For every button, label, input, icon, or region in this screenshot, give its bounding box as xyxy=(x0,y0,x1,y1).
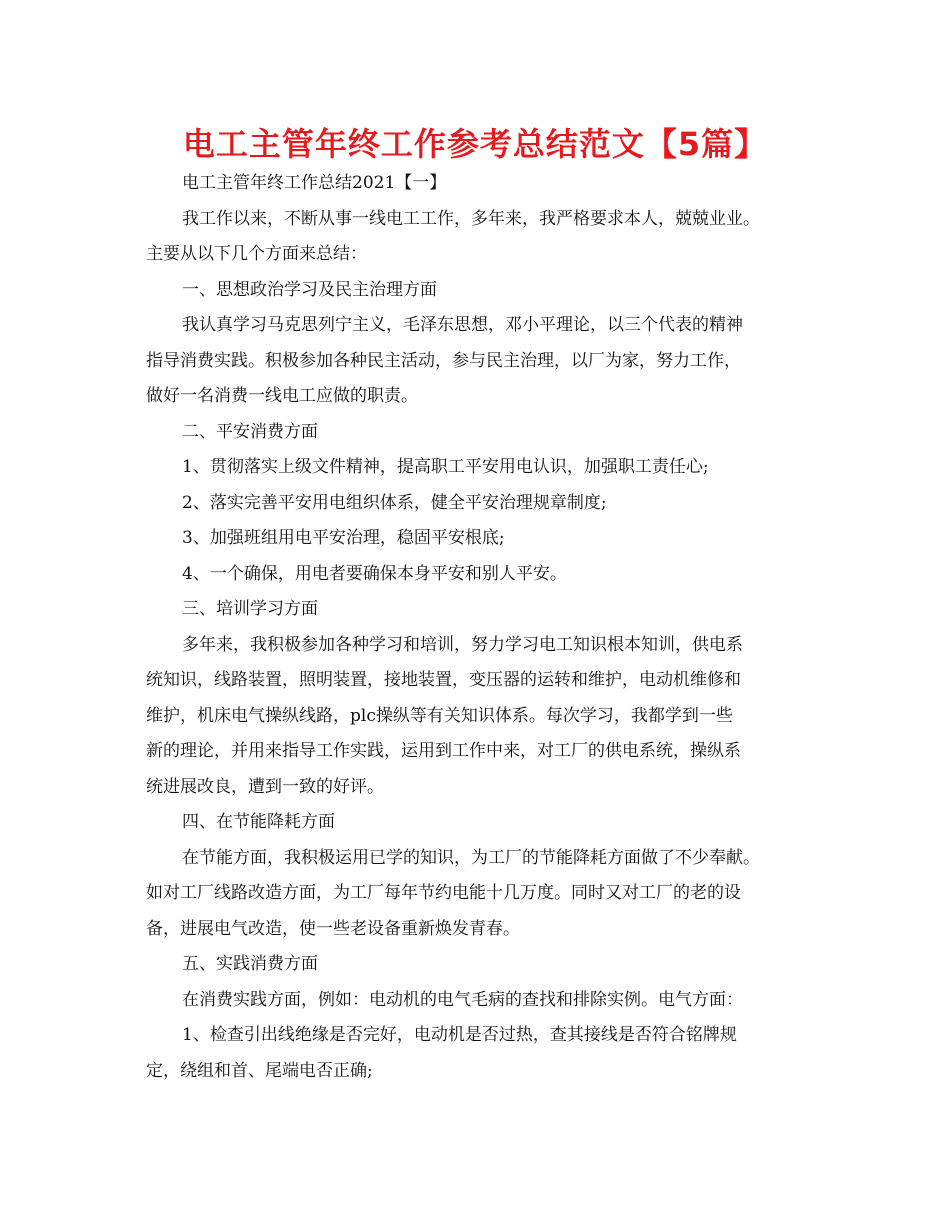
text-line: 维护，机床电气操纵线路，plc操纵等有关知识体系。每次学习，我都学到一些 xyxy=(146,705,733,726)
text-line: 我认真学习马克思列宁主义，毛泽东思想，邓小平理论，以三个代表的精神 xyxy=(182,315,743,335)
text-line: 二、平安消费方面 xyxy=(182,421,318,442)
text-line: 三、培训学习方面 xyxy=(182,599,318,619)
document-body xyxy=(146,166,816,1089)
text-line: 4、一个确保，用电者要确保本身平安和别人平安。 xyxy=(182,563,567,584)
text-line: 五、实践消费方面 xyxy=(182,954,318,974)
text-line: 一、思想政治学习及民主治理方面 xyxy=(182,279,437,300)
text-line: 主要从以下几个方面来总结： xyxy=(146,244,367,264)
text-line: 新的理论，并用来指导工作实践，运用到工作中来，对工厂的供电系统，操纵系 xyxy=(146,741,741,761)
text-line: 指导消费实践。积极参加各种民主活动，参与民主治理，以厂为家，努力工作， xyxy=(146,350,741,371)
text-line: 备，进展电气改造，使一些老设备重新焕发青春。 xyxy=(146,918,520,939)
text-line: 四、在节能降耗方面 xyxy=(182,812,335,832)
text-line: 电工主管年终工作总结2021【一】 xyxy=(182,173,447,193)
text-line: 在节能方面，我积极运用已学的知识，为工厂的节能降耗方面做了不少奉献。 xyxy=(182,847,760,868)
document-title: 电工主管年终工作参考总结范文【5篇】 xyxy=(182,125,768,163)
text-line: 1、贯彻落实上级文件精神，提高职工平安用电认识，加强职工责任心; xyxy=(182,457,709,477)
text-line: 如对工厂线路改造方面，为工厂每年节约电能十几万度。同时又对工厂的老的设 xyxy=(146,883,741,903)
text-line: 做好一名消费一线电工应做的职责。 xyxy=(146,386,418,406)
text-line: 2、落实完善平安用电组织体系，健全平安治理规章制度; xyxy=(182,492,607,513)
text-line: 统知识，线路装置，照明装置，接地装置，变压器的运转和维护，电动机维修和 xyxy=(146,670,741,690)
text-line: 多年来，我积极参加各种学习和培训，努力学习电工知识根本知训，供电系 xyxy=(182,634,743,655)
text-line: 统进展改良，遭到一致的好评。 xyxy=(146,776,384,797)
text-line: 在消费实践方面，例如：电动机的电气毛病的查找和排除实例。电气方面： xyxy=(182,989,743,1010)
text-line: 定，绕组和首、尾端电否正确; xyxy=(146,1060,373,1081)
text-line: 3、加强班组用电平安治理，稳固平安根底; xyxy=(182,528,505,548)
text-line: 我工作以来，不断从事一线电工工作，多年来，我严格要求本人，兢兢业业。 xyxy=(182,208,760,229)
text-line: 1、检查引出线绝缘是否完好，电动机是否过热，查其接线是否符合铭牌规 xyxy=(182,1025,737,1045)
